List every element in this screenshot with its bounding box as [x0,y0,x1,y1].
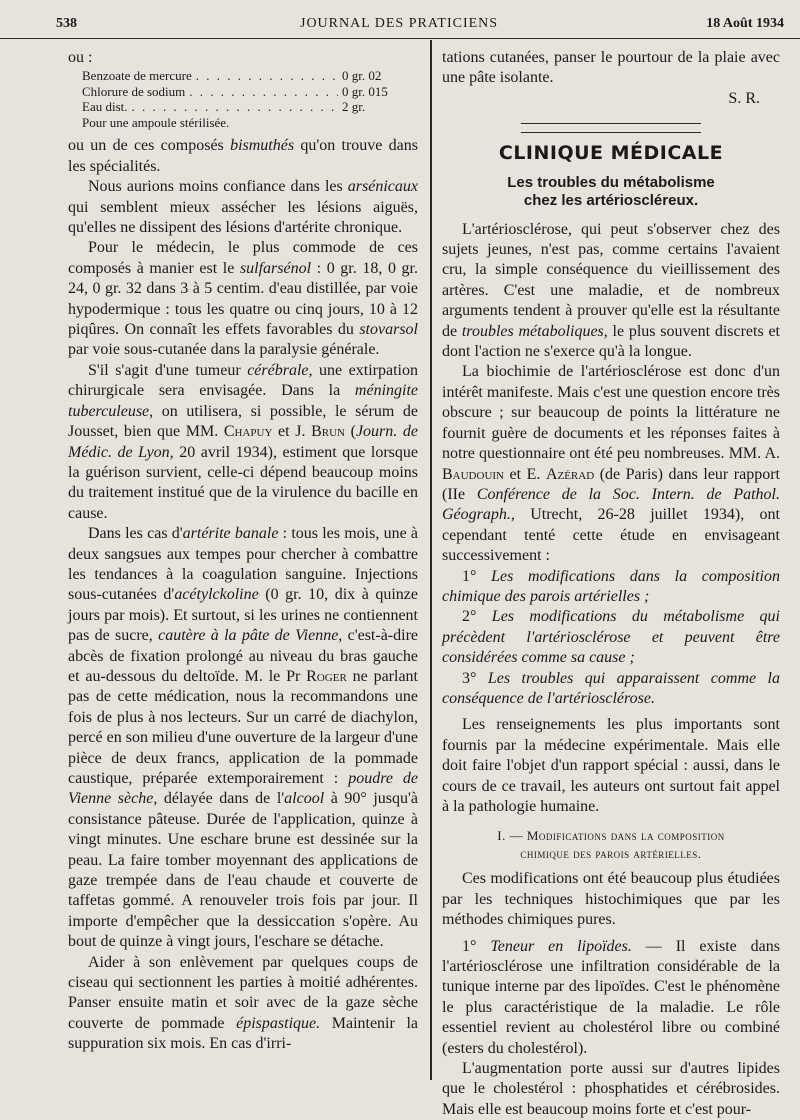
journal-title: JOURNAL DES PRATICIENS [300,16,499,31]
column-divider [430,40,432,1080]
paragraph: 1° Teneur en lipoïdes. — Il existe dans l'artériosclérose une infiltration considérable de la tunique interne par des lipoïdes. C'est le phénomène le plus caractéristique de la maladie. Le rôle essentiel revient au cholestérol libre ou combiné (esters du cholestérol). [442,937,781,1057]
paragraph: tations cutanées, panser le pourtour de la plaie avec une pâte isolante. [442,49,780,87]
left-column [68,48,418,1055]
formula-ingredient: Eau dist. [82,99,128,115]
paragraph: Pour le médecin, le plus commode de ces composés à manier est le sulfarsénol : 0 gr. 18, 0 gr. 24, 0 gr. 32 dans 3 à 5 centim. d'eau distillée, par voie hypodermique : tous les quatre ou cinq jours, 10 à 12 piqûres. On connaît les effets favorables du stovarsol par voie sous-cutanée dans la paralysie générale. [68,239,418,359]
paragraph: Ces modifications ont été beaucoup plus étudiées par les techniques histochimiques que par les méthodes chimiques pures. [442,870,780,929]
paragraph: S'il s'agit d'une tumeur cérébrale, une extirpation chirurgicale sera envisagée. Dans la méningite tuberculeuse, on utilisera, si possible, le sérum de Jousset, bien que MM. Chapuy et J. Brun (Journ. de Médic. de Lyon, 20 avril 1934), estiment que lorsque la guérison survient, celle-ci dépend beaucoup moins du traitement institué que de la virulence du bacille en cause. [68,361,419,522]
formula-line [82,68,402,84]
paragraph: Dans les cas d'artérite banale : tous les mois, une à deux sangsues aux tempes pour chercher à combattre les tendances à la coagulation sanguine. Injections sous-cutanées d'acétylckoline (0 gr. 10, dix à quinze jours par mois). Et surtout, si les urines ne contiennent pas de sucre, cautère à la pâte de Vienne, c'est-à-dire abcès de fixation prolongé au niveau du bras gauche et au-dessous du deltoïde. M. le Pr Roger ne parlant pas de cette médication, nous la recommandons une fois de plus à nos lecteurs. Sur un carré de diachylon, percé en son milieu d'une ouverture de la largeur d'une pièce de deux francs, application de la pommade caustique, préparée extemporairement : poudre de Vienne sèche, délayée dans de l'alcool à 90° jusqu'à consistance pâteuse. Durée de l'application, quinze à vingt minutes. Une eschare brune est dessinée sur la peau. La faire tomber moyennant des applications de gaze trempée dans de l'eau chaude et couverte de taffetas gommé. A renouveler trois fois par jour. Il importe d'empêcher que la dessiccation s'opère. Au bout de quinze à vingt jours, l'eschare se détache. [68,525,419,951]
formula-ingredient: Chlorure de sodium [82,83,186,99]
decorative-rule [521,123,701,133]
formula-intro: ou : [68,49,93,66]
paragraph: Nous aurions moins confiance dans les arsénicaux qui semblent mieux assécher les lésions aiguës, qu'elles ne dissipent des lésions d'artérite chronique. [68,178,418,237]
subsection-heading: I. — Modifications dans la composition chimique des parois artérielles. [497,828,725,862]
paragraph: Les renseignements les plus importants sont fournis par la médecine expérimentale. Mais elle doit faire l'objet d'un rapport spécial : aussi, dans le cours de ce travail, les auteurs ont surtout fait appel à la pathologie humaine. [442,716,780,815]
formula-dose: 0 gr. 02 [342,68,382,84]
leader-dots [196,68,338,84]
leader-dots [132,99,339,115]
article-title: Les troubles du métabolisme chez les artérioscléreux. [507,173,715,209]
paragraph: L'artériosclérose, qui peut s'observer chez des sujets jeunes, n'est pas, comme certains l'avaient cru, la simple conséquence du vieillissement des artères. C'est une maladie, et de nombreux arguments tendent à prouver qu'elle est la résultante de troubles métaboliques, le plus souvent discrets et dont l'action ne s'exerce qu'à la longue. [442,220,780,361]
section-heading: CLINIQUE MÉDICALE [498,142,724,165]
list-item: 3° Les troubles qui apparaissent comme la conséquence de l'artériosclérose. [442,669,780,707]
author-signature: S. R. [728,89,760,107]
issue-date: 18 Août 1934 [706,16,784,31]
formula-line [82,99,402,115]
paragraph: La biochimie de l'artériosclérose est donc d'un intérêt manifeste. Mais c'est une question encore très obscure ; sur beaucoup de points la littérature ne fournit guère de documents et les réponses faites à notre questionnaire ont été peu nombreuses. MM. A. Baudouin et E. Azérad (de Paris) dans leur rapport (IIe Conférence de la Soc. Intern. de Pathol. Géograph., Utrecht, 26-28 juillet 1934), ont cependant tenté cette étude en envisageant successivement : [442,363,781,565]
paragraph: L'augmentation porte aussi sur d'autres lipides que le cholestérol : phosphatides et cérébrosides. Mais elle est beaucoup moins forte et c'est pour- [442,1060,780,1118]
formula-dose: 0 gr. 015 [342,83,388,99]
paragraph: ou un de ces composés bismuthés qu'on trouve dans les spécialités. [68,137,418,175]
formula-note: Pour une ampoule stérilisée. [82,114,230,130]
list-item: 2° Les modifications du métabolisme qui précèdent l'artériosclérose et peuvent être considérées comme sa cause ; [442,608,781,667]
page-header [0,0,800,39]
leader-dots [189,84,338,100]
formula-dose: 2 gr. [342,99,366,115]
formula-line [82,84,402,100]
formula-ingredient: Benzoate de mercure [82,68,192,84]
page-number: 538 [56,16,77,31]
right-column [442,48,780,1120]
list-item: 1° Les modifications dans la composition chimique des parois artérielles ; [442,567,780,605]
prescription-formula [82,68,402,115]
paragraph: Aider à son enlèvement par quelques coups de ciseau qui sectionnent les parties à moitié adhérentes. Panser ensuite matin et soir avec de la gaze sèche couverte de pommade épispastique. Maintenir la suppuration six mois. En cas d'irri- [68,953,418,1053]
